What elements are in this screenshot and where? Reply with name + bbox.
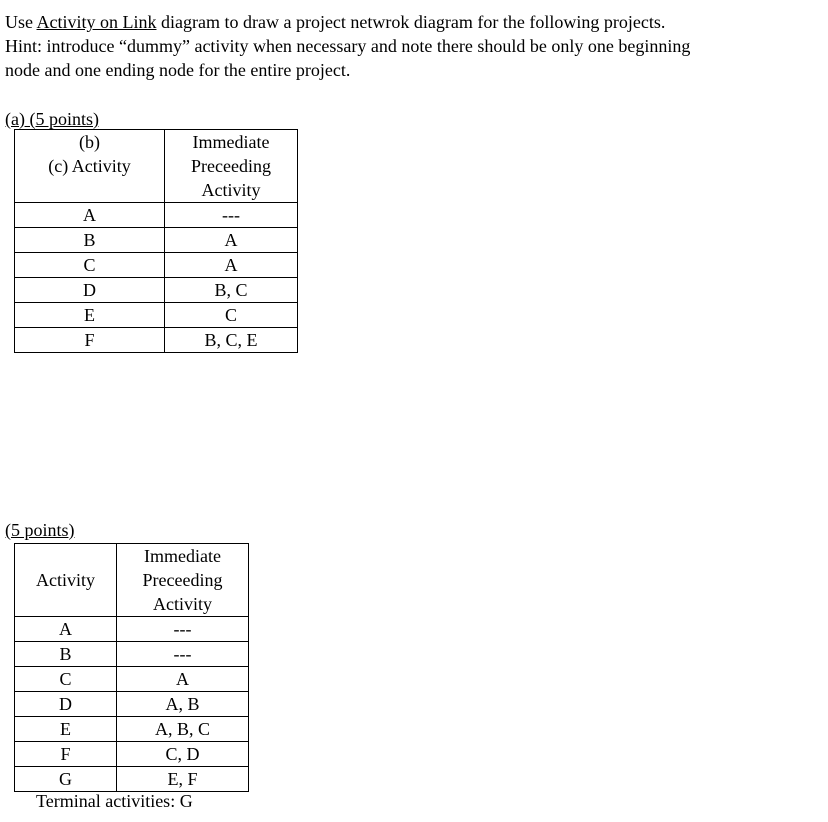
activity-cell: C xyxy=(15,253,165,278)
table-row xyxy=(15,742,249,767)
preceding-cell: A xyxy=(165,253,298,278)
table-row xyxy=(15,278,298,303)
activity-cell: E xyxy=(15,303,165,328)
preceding-cell: --- xyxy=(117,617,249,642)
header-immediate: Immediate xyxy=(192,132,270,152)
activity-cell: B xyxy=(15,642,117,667)
intro-line-3: node and one ending node for the entire project. xyxy=(5,60,351,80)
terminal-activities-note: Terminal activities: G xyxy=(36,791,193,811)
part-a-points: (5 points) xyxy=(24,109,99,129)
part-a-table xyxy=(14,129,298,353)
activity-cell: C xyxy=(15,667,117,692)
table-row xyxy=(15,253,298,278)
preceding-cell: A xyxy=(117,667,249,692)
preceding-cell: A xyxy=(165,228,298,253)
intro-line-2: Hint: introduce “dummy” activity when necessary and note there should be only one beginning xyxy=(5,36,691,56)
activity-cell: F xyxy=(15,328,165,353)
intro-paragraph xyxy=(5,10,820,82)
preceding-cell: --- xyxy=(117,642,249,667)
activity-cell: G xyxy=(15,767,117,792)
table-row xyxy=(15,667,249,692)
table-header-row xyxy=(15,130,298,203)
preceding-cell: C xyxy=(165,303,298,328)
activity-cell: A xyxy=(15,203,165,228)
table-row xyxy=(15,692,249,717)
preceding-cell: A, B, C xyxy=(117,717,249,742)
part-b-points: (5 points) xyxy=(5,520,75,540)
preceding-cell: B, C xyxy=(165,278,298,303)
preceding-cell: B, C, E xyxy=(165,328,298,353)
table-row xyxy=(15,203,298,228)
table-row xyxy=(15,228,298,253)
table-row xyxy=(15,767,249,792)
part-a-label xyxy=(5,108,99,130)
header-activity: Activity xyxy=(153,594,212,614)
preceding-cell: --- xyxy=(165,203,298,228)
preceding-header xyxy=(117,544,249,617)
preceding-cell: A, B xyxy=(117,692,249,717)
intro-prefix: Use xyxy=(5,12,37,32)
activity-cell: D xyxy=(15,692,117,717)
table-row xyxy=(15,328,298,353)
table-header-row xyxy=(15,544,249,617)
activity-header: Activity xyxy=(15,544,117,617)
activity-header xyxy=(15,130,165,203)
activity-cell: B xyxy=(15,228,165,253)
part-a-letter: (a) xyxy=(5,109,25,129)
header-b-label: (b) xyxy=(79,132,100,152)
header-activity: Activity xyxy=(201,180,261,200)
activity-on-link-term: Activity on Link xyxy=(36,12,157,32)
header-immediate: Immediate xyxy=(144,546,221,566)
part-b-table xyxy=(14,543,249,792)
table-row xyxy=(15,717,249,742)
preceding-cell: C, D xyxy=(117,742,249,767)
intro-line-1 xyxy=(5,10,820,34)
activity-cell: A xyxy=(15,617,117,642)
header-spacer xyxy=(15,178,164,202)
table-row xyxy=(15,642,249,667)
preceding-header xyxy=(165,130,298,203)
table-row xyxy=(15,303,298,328)
header-c-activity-label: (c) Activity xyxy=(48,156,131,176)
table-row xyxy=(15,617,249,642)
part-b-label xyxy=(5,519,75,541)
preceding-cell: E, F xyxy=(117,767,249,792)
activity-cell: D xyxy=(15,278,165,303)
activity-cell: E xyxy=(15,717,117,742)
header-preceeding: Preceeding xyxy=(191,156,271,176)
intro-suffix: diagram to draw a project netwrok diagram for the following projects. xyxy=(156,12,666,32)
header-preceeding: Preceeding xyxy=(142,570,223,590)
activity-cell: F xyxy=(15,742,117,767)
